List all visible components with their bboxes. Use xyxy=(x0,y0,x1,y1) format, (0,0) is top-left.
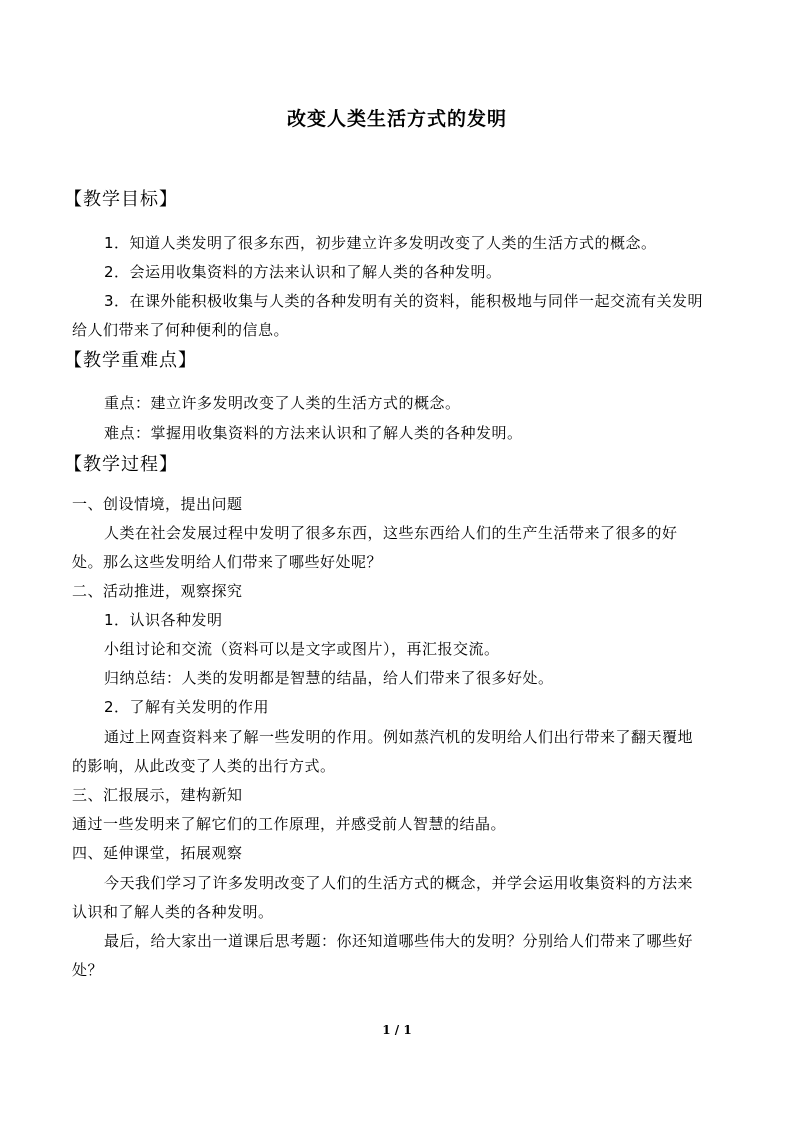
process-step-4-heading: 四、延伸课堂，拓展观察 xyxy=(72,844,243,862)
objective-item-3: 3．在课外能积极收集与人类的各种发明有关的资料，能积极地与同伴一起交流有关发明 xyxy=(104,292,704,310)
objective-item-2: 2．会运用收集资料的方法来认识和了解人类的各种发明。 xyxy=(104,263,502,281)
section-heading-process: 【教学过程】 xyxy=(64,454,178,475)
process-paragraph: 最后，给大家出一道课后思考题：你还知道哪些伟大的发明？分别给人们带来了哪些好 xyxy=(104,932,694,950)
process-step-1-heading: 一、创设情境，提出问题 xyxy=(72,495,243,513)
key-point-focus: 重点：建立许多发明改变了人类的生活方式的概念。 xyxy=(104,394,461,412)
process-paragraph: 人类在社会发展过程中发明了很多东西，这些东西给人们的生产生活带来了很多的好 xyxy=(104,524,678,542)
process-paragraph-continued: 的影响，从此改变了人类的出行方式。 xyxy=(72,757,336,775)
process-step-3-heading: 三、汇报展示，建构新知 xyxy=(72,786,243,804)
process-step-2-heading: 二、活动推进，观察探究 xyxy=(72,582,243,600)
process-substep-2: 2．了解有关发明的作用 xyxy=(104,698,270,716)
process-paragraph-continued: 处。那么这些发明给人们带来了哪些好处呢？ xyxy=(72,553,383,571)
section-heading-objectives: 【教学目标】 xyxy=(64,189,178,210)
process-paragraph: 今天我们学习了许多发明改变了人们的生活方式的概念，并学会运用收集资料的方法来 xyxy=(104,874,694,892)
process-paragraph: 小组讨论和交流（资料可以是文字或图片），再汇报交流。 xyxy=(104,640,500,658)
objective-item-1: 1．知道人类发明了很多东西，初步建立许多发明改变了人类的生活方式的概念。 xyxy=(104,234,657,252)
document-title: 改变人类生活方式的发明 xyxy=(286,108,507,130)
process-paragraph: 通过一些发明来了解它们的工作原理，并感受前人智慧的结晶。 xyxy=(72,815,507,833)
process-paragraph: 通过上网查资料来了解一些发明的作用。例如蒸汽机的发明给人们出行带来了翻天覆地 xyxy=(104,728,694,746)
process-substep-1: 1．认识各种发明 xyxy=(104,611,223,629)
process-paragraph: 归纳总结：人类的发明都是智慧的结晶，给人们带来了很多好处。 xyxy=(104,669,554,687)
page-indicator: 1 / 1 xyxy=(382,1023,412,1037)
process-paragraph-continued: 认识和了解人类的各种发明。 xyxy=(72,903,274,921)
section-heading-key-points: 【教学重难点】 xyxy=(64,350,197,371)
key-point-difficulty: 难点：掌握用收集资料的方法来认识和了解人类的各种发明。 xyxy=(104,424,523,442)
process-paragraph-continued: 处？ xyxy=(72,961,104,979)
objective-item-3-continued: 给人们带来了何种便利的信息。 xyxy=(72,321,290,339)
